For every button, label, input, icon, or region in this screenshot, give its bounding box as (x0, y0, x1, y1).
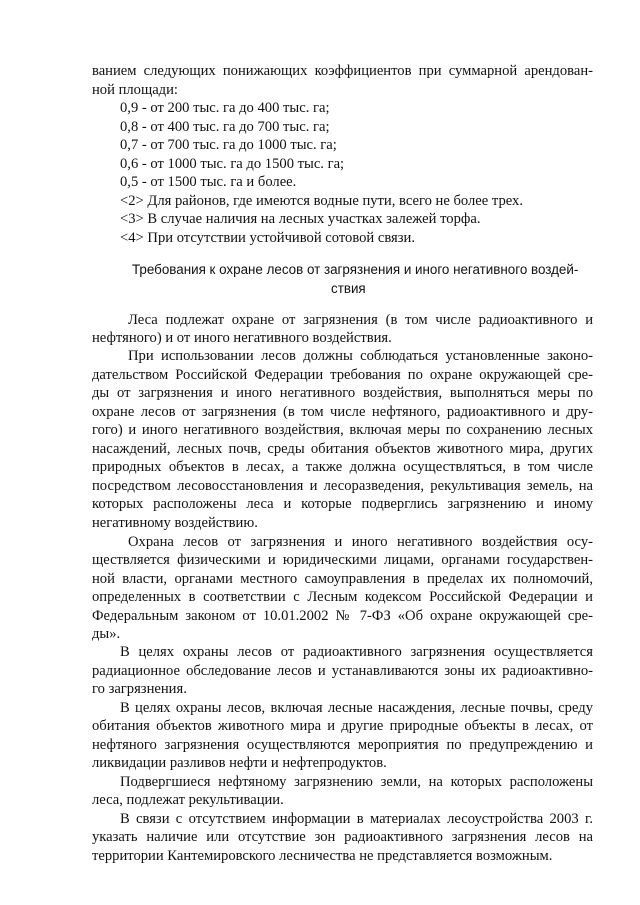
paragraph-line: гого) и иного негативного воздействия, включая меры по сохранению лесных (92, 422, 593, 438)
paragraph-line: территории Кантемировского лесничества не представляется возможным. (92, 848, 553, 864)
paragraph-line: В связи с отсутствием информации в материалах лесоустройства 2003 г. (120, 811, 593, 827)
footnote: <4> При отсутствии устойчивой сотовой связи. (120, 230, 415, 246)
footnote: <3> В случае наличия на лесных участках залежей торфа. (120, 211, 481, 227)
paragraph-line: нефтяного) и от иного негативного воздействия. (92, 330, 392, 346)
paragraph-line: го загрязнения. (92, 681, 187, 697)
intro-line: ванием следующих понижающих коэффициентов при суммарной арендован- (92, 63, 593, 79)
footnote: <2> Для районов, где имеются водные пути, всего не более трех. (120, 193, 523, 209)
paragraph-line: указать наличие или отсутствие зон радиоактивного загрязнения лесов на (92, 829, 593, 845)
paragraph-line: радиационное обследование лесов и устанавливаются зоны их радиоактивно- (92, 663, 593, 679)
paragraph-line: Охрана лесов от загрязнения и иного негативного воздействия осу- (128, 534, 593, 550)
paragraph-line: определенных в соответствии с Лесным кодексом Российской Федерации и (92, 589, 593, 605)
paragraph-line: Леса подлежат охране от загрязнения (в том числе радиоактивного и (128, 312, 593, 328)
section-title: Требования к охране лесов от загрязнения и иного негативного воздей- (132, 262, 579, 277)
paragraph-line: дательством Российской Федерации требования по охране окружающей сре- (92, 367, 593, 383)
coefficient-item: 0,6 - от 1000 тыс. га до 1500 тыс. га; (120, 156, 345, 172)
paragraph-line: насаждений, лесных почв, среды обитания объектов животного мира, других (92, 441, 593, 457)
paragraph-line: ществляется физическими и юридическими лицами, органами государствен- (92, 552, 593, 568)
paragraph-line: ликвидации разливов нефти и нефтепродуктов. (92, 755, 387, 771)
coefficient-item: 0,7 - от 700 тыс. га до 1000 тыс. га; (120, 137, 337, 153)
paragraph-line: посредством лесовосстановления и лесоразведения, рекультивация земель, на (92, 478, 593, 494)
paragraph-line: которых расположены леса и которые подверглись загрязнению и иному (92, 496, 593, 512)
coefficient-item: 0,5 - от 1500 тыс. га и более. (120, 174, 297, 190)
paragraph-line: В целях охраны лесов от радиоактивного загрязнения осуществляется (120, 644, 593, 660)
paragraph-line: ды». (92, 626, 121, 642)
coefficient-item: 0,8 - от 400 тыс. га до 700 тыс. га; (120, 119, 330, 135)
paragraph-line: Федеральным законом от 10.01.2002 № 7-ФЗ «Об охране окружающей сре- (92, 608, 593, 624)
paragraph-line: леса, подлежат рекультивации. (92, 792, 284, 808)
paragraph-line: ды от загрязнения и иного негативного воздействия, выполняться меры по (92, 385, 593, 401)
paragraph-line: обитания объектов животного мира и другие природные объекты в лесах, от (92, 718, 593, 734)
section-title: ствия (331, 281, 366, 296)
paragraph-line: ной власти, органами местного самоуправления в пределах их полномочий, (92, 571, 593, 587)
paragraph-line: нефтяного загрязнения осуществляются мероприятия по предупреждению и (92, 737, 593, 753)
paragraph-line: При использовании лесов должны соблюдаться установленные законо- (128, 348, 593, 364)
paragraph-line: природных объектов в лесах, а также должна осуществляться, в том числе (92, 459, 593, 475)
paragraph-line: негативному воздействию. (92, 515, 258, 531)
paragraph-line: В целях охраны лесов, включая лесные насаждения, лесные почвы, среду (120, 700, 593, 716)
paragraph-line: Подвергшиеся нефтяному загрязнению земли, на которых расположены (120, 774, 593, 790)
paragraph-line: охране лесов от загрязнения (в том числе нефтяного, радиоактивного и дру- (92, 404, 593, 420)
coefficient-item: 0,9 - от 200 тыс. га до 400 тыс. га; (120, 100, 330, 116)
intro-line: ной площади: (92, 82, 178, 98)
